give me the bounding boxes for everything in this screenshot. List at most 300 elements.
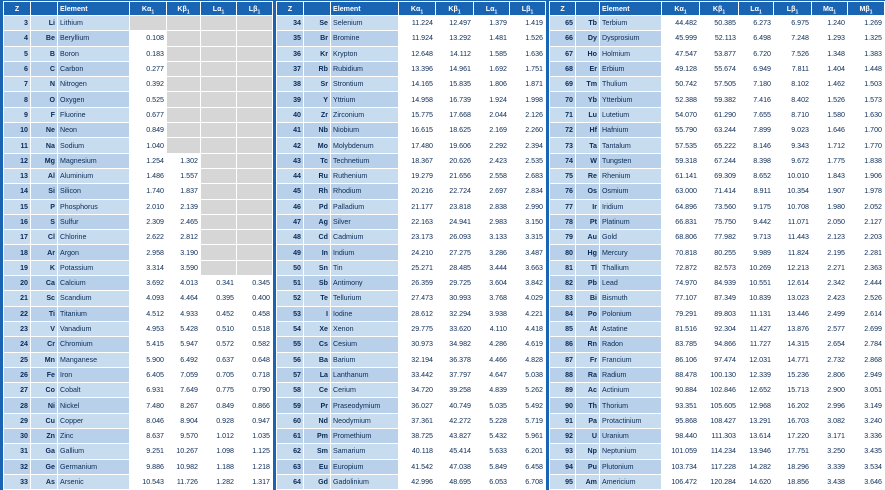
line-energy: 1.317 <box>237 474 273 489</box>
col-lb1: $L\beta_1$ <box>774 2 812 16</box>
line-energy <box>237 46 273 61</box>
line-energy: 59.382 <box>700 92 739 107</box>
line-energy: 2.465 <box>167 214 201 229</box>
line-energy: 2.423 <box>474 153 510 168</box>
line-energy: 7.416 <box>739 92 774 107</box>
table-row <box>277 459 546 474</box>
table-header <box>277 2 546 16</box>
line-energy: 77.982 <box>700 230 739 245</box>
table-row <box>277 16 546 31</box>
col-la1: $L\alpha_1$ <box>201 2 237 16</box>
element-name: Thulium <box>600 77 662 92</box>
line-energy: 117.228 <box>700 459 739 474</box>
line-energy <box>237 123 273 138</box>
line-energy: 14.282 <box>739 459 774 474</box>
element-name: Gadolinium <box>331 474 399 489</box>
table-row <box>277 214 546 229</box>
table-row <box>550 398 885 413</box>
element-symbol: Os <box>576 184 600 199</box>
line-energy: 1.098 <box>201 444 237 459</box>
atomic-number: 54 <box>277 321 304 336</box>
col-kb1: $K\beta_1$ <box>167 2 201 16</box>
line-energy: 8.102 <box>774 77 812 92</box>
line-energy: 88.478 <box>662 367 700 382</box>
line-energy: 1.040 <box>130 138 167 153</box>
line-energy: 2.784 <box>848 337 885 352</box>
line-energy: 44.482 <box>662 16 700 31</box>
element-symbol: Cl <box>31 230 58 245</box>
element-name: Bromine <box>331 31 399 46</box>
line-energy: 1.998 <box>510 92 546 107</box>
line-energy <box>167 138 201 153</box>
element-symbol: Am <box>576 474 600 489</box>
line-energy: 11.071 <box>774 214 812 229</box>
line-energy: 10.708 <box>774 199 812 214</box>
line-energy: 73.560 <box>700 199 739 214</box>
line-energy: 66.831 <box>662 214 700 229</box>
line-energy: 6.492 <box>167 352 201 367</box>
table-row <box>550 306 885 321</box>
atomic-number: 17 <box>4 230 31 245</box>
line-energy: 1.740 <box>130 184 167 199</box>
element-name: Chlorine <box>58 230 130 245</box>
element-symbol: I <box>304 306 331 321</box>
line-energy: 2.044 <box>474 107 510 122</box>
line-energy: 1.293 <box>812 31 848 46</box>
atomic-number: 13 <box>4 168 31 183</box>
line-energy: 50.385 <box>700 16 739 31</box>
line-energy: 13.023 <box>774 291 812 306</box>
element-name: Radium <box>600 367 662 382</box>
atomic-number: 93 <box>550 444 576 459</box>
element-symbol: Tm <box>576 77 600 92</box>
line-energy: 1.980 <box>812 199 848 214</box>
line-energy: 67.244 <box>700 153 739 168</box>
line-energy: 102.846 <box>700 383 739 398</box>
col-z: Z <box>277 2 304 16</box>
element-name: Barium <box>331 352 399 367</box>
line-energy: 16.739 <box>436 92 474 107</box>
table-row <box>550 107 885 122</box>
element-name: Tin <box>331 260 399 275</box>
table-row <box>550 276 885 291</box>
line-energy: 57.505 <box>700 77 739 92</box>
element-name: Neodymium <box>331 413 399 428</box>
atomic-number: 43 <box>277 153 304 168</box>
table-row <box>550 153 885 168</box>
line-energy: 3.444 <box>474 260 510 275</box>
atomic-number: 3 <box>4 16 31 31</box>
line-energy: 2.958 <box>130 245 167 260</box>
line-energy <box>201 199 237 214</box>
line-energy: 63.244 <box>700 123 739 138</box>
table-row <box>277 153 546 168</box>
line-energy: 61.141 <box>662 168 700 183</box>
table-row <box>4 46 273 61</box>
line-energy: 9.989 <box>739 245 774 260</box>
line-energy: 23.173 <box>399 230 436 245</box>
line-energy: 72.872 <box>662 260 700 275</box>
atomic-number: 95 <box>550 474 576 489</box>
atomic-number: 73 <box>550 138 576 153</box>
element-symbol: Sm <box>304 444 331 459</box>
line-energy <box>237 92 273 107</box>
col-la1: $L\alpha_1$ <box>474 2 510 16</box>
line-energy: 1.871 <box>510 77 546 92</box>
element-symbol: Na <box>31 138 58 153</box>
line-energy: 4.013 <box>167 276 201 291</box>
element-name: Selenium <box>331 16 399 31</box>
element-symbol: Cu <box>31 413 58 428</box>
line-energy: 36.378 <box>436 352 474 367</box>
element-symbol: Rb <box>304 61 331 76</box>
line-energy: 3.150 <box>510 214 546 229</box>
table-row <box>550 367 885 382</box>
element-name: Rubidium <box>331 61 399 76</box>
line-energy: 0.849 <box>201 398 237 413</box>
element-symbol: Be <box>31 31 58 46</box>
element-symbol: Ba <box>304 352 331 367</box>
line-energy: 1.526 <box>510 31 546 46</box>
atomic-number: 15 <box>4 199 31 214</box>
line-energy <box>201 92 237 107</box>
line-energy: 11.427 <box>739 321 774 336</box>
col-z: Z <box>4 2 31 16</box>
element-symbol: Pd <box>304 199 331 214</box>
table-row <box>277 429 546 444</box>
line-energy: 42.272 <box>436 413 474 428</box>
table-row <box>550 291 885 306</box>
line-energy: 20.626 <box>436 153 474 168</box>
element-symbol: N <box>31 77 58 92</box>
line-energy: 2.203 <box>848 230 885 245</box>
line-energy: 3.149 <box>848 398 885 413</box>
col-ma1: $M\alpha_1$ <box>812 2 848 16</box>
line-energy: 26.359 <box>399 276 436 291</box>
element-name: Polonium <box>600 306 662 321</box>
line-energy: 0.518 <box>237 321 273 336</box>
element-symbol: Er <box>576 61 600 76</box>
line-energy: 57.535 <box>662 138 700 153</box>
line-energy: 2.990 <box>510 199 546 214</box>
element-name: Carbon <box>58 61 130 76</box>
element-symbol: Kr <box>304 46 331 61</box>
table-row <box>277 398 546 413</box>
line-energy: 8.904 <box>167 413 201 428</box>
col-mb1: $M\beta_1$ <box>848 2 885 16</box>
line-energy: 6.498 <box>739 31 774 46</box>
line-energy <box>201 123 237 138</box>
element-name: Palladium <box>331 199 399 214</box>
line-energy: 71.414 <box>700 184 739 199</box>
line-energy: 11.726 <box>167 474 201 489</box>
table-row <box>277 321 546 336</box>
table-row <box>4 429 273 444</box>
line-energy <box>237 107 273 122</box>
element-name: Manganese <box>58 352 130 367</box>
element-symbol: Nb <box>304 123 331 138</box>
line-energy: 6.053 <box>474 474 510 489</box>
element-symbol: Ca <box>31 276 58 291</box>
element-name: Lutetium <box>600 107 662 122</box>
line-energy: 2.169 <box>474 123 510 138</box>
element-name: Krypton <box>331 46 399 61</box>
line-energy <box>237 61 273 76</box>
line-energy: 2.900 <box>812 383 848 398</box>
element-name: Protactinium <box>600 413 662 428</box>
element-name: Tellurium <box>331 291 399 306</box>
line-energy: 7.655 <box>739 107 774 122</box>
line-energy: 100.130 <box>700 367 739 382</box>
line-energy: 8.398 <box>739 153 774 168</box>
line-energy: 3.487 <box>510 245 546 260</box>
line-energy: 4.512 <box>130 306 167 321</box>
line-energy: 4.933 <box>167 306 201 321</box>
atomic-number: 26 <box>4 367 31 382</box>
line-energy: 2.260 <box>510 123 546 138</box>
element-symbol: Pu <box>576 459 600 474</box>
element-name: Beryllium <box>58 31 130 46</box>
element-symbol: Xe <box>304 321 331 336</box>
line-energy: 2.526 <box>848 291 885 306</box>
element-symbol: Po <box>576 306 600 321</box>
element-name: Mercury <box>600 245 662 260</box>
line-energy: 3.336 <box>848 429 885 444</box>
element-symbol: Cr <box>31 337 58 352</box>
line-energy <box>201 31 237 46</box>
line-energy: 52.113 <box>700 31 739 46</box>
atomic-number: 65 <box>550 16 576 31</box>
col-ka1: $K\alpha_1$ <box>130 2 167 16</box>
line-energy: 0.775 <box>201 383 237 398</box>
line-energy: 1.573 <box>848 92 885 107</box>
element-symbol: Tl <box>576 260 600 275</box>
line-energy: 6.949 <box>739 61 774 76</box>
line-energy: 114.234 <box>700 444 739 459</box>
line-energy: 34.982 <box>436 337 474 352</box>
line-energy: 1.838 <box>848 153 885 168</box>
element-name: Titanium <box>58 306 130 321</box>
element-name: Cesium <box>331 337 399 352</box>
line-energy: 2.052 <box>848 199 885 214</box>
line-energy <box>167 16 201 31</box>
table-row <box>550 230 885 245</box>
line-energy: 0.525 <box>130 92 167 107</box>
line-energy: 108.427 <box>700 413 739 428</box>
line-energy: 3.051 <box>848 383 885 398</box>
line-energy <box>201 138 237 153</box>
line-energy: 1.692 <box>474 61 510 76</box>
atomic-number: 78 <box>550 214 576 229</box>
line-energy <box>201 168 237 183</box>
table-header <box>4 2 273 16</box>
table-row <box>550 123 885 138</box>
line-energy: 2.499 <box>812 306 848 321</box>
line-energy <box>237 230 273 245</box>
table-row <box>277 230 546 245</box>
line-energy: 1.906 <box>848 168 885 183</box>
line-energy: 12.968 <box>739 398 774 413</box>
table-row <box>277 260 546 275</box>
element-name: Osmium <box>600 184 662 199</box>
line-energy: 8.637 <box>130 429 167 444</box>
element-symbol: As <box>31 474 58 489</box>
line-energy <box>167 107 201 122</box>
table-row <box>4 123 273 138</box>
table-row <box>277 474 546 489</box>
line-energy: 11.443 <box>774 230 812 245</box>
line-energy: 13.946 <box>739 444 774 459</box>
line-energy <box>237 214 273 229</box>
element-symbol: Pm <box>304 429 331 444</box>
line-energy: 1.125 <box>237 444 273 459</box>
line-energy: 3.190 <box>167 245 201 260</box>
element-name: Technetium <box>331 153 399 168</box>
table-row <box>550 444 885 459</box>
atomic-number: 70 <box>550 92 576 107</box>
table-row <box>550 352 885 367</box>
line-energy: 69.309 <box>700 168 739 183</box>
line-energy <box>237 184 273 199</box>
table-row <box>550 168 885 183</box>
element-name: Francium <box>600 352 662 367</box>
atomic-number: 58 <box>277 383 304 398</box>
line-energy: 10.010 <box>774 168 812 183</box>
line-energy: 0.572 <box>201 337 237 352</box>
element-name: Scandium <box>58 291 130 306</box>
table-row <box>277 352 546 367</box>
line-energy <box>201 153 237 168</box>
atomic-number: 23 <box>4 321 31 336</box>
line-energy: 5.428 <box>167 321 201 336</box>
table-row <box>277 291 546 306</box>
table-row <box>550 459 885 474</box>
element-name: Xenon <box>331 321 399 336</box>
col-element: Element <box>600 2 662 16</box>
element-name: Nickel <box>58 398 130 413</box>
line-energy <box>201 245 237 260</box>
atomic-number: 66 <box>550 31 576 46</box>
line-energy: 2.127 <box>848 214 885 229</box>
line-energy: 40.118 <box>399 444 436 459</box>
element-symbol: Ne <box>31 123 58 138</box>
line-energy: 11.824 <box>774 245 812 260</box>
element-symbol: Zr <box>304 107 331 122</box>
line-energy: 1.585 <box>474 46 510 61</box>
line-energy: 8.402 <box>774 92 812 107</box>
line-energy: 55.790 <box>662 123 700 138</box>
element-name: Nitrogen <box>58 77 130 92</box>
line-energy: 19.279 <box>399 168 436 183</box>
atomic-number: 14 <box>4 184 31 199</box>
element-symbol: Dy <box>576 31 600 46</box>
line-energy: 17.751 <box>774 444 812 459</box>
line-energy: 10.354 <box>774 184 812 199</box>
line-energy: 77.107 <box>662 291 700 306</box>
table-row <box>550 77 885 92</box>
table-row <box>4 168 273 183</box>
line-energy: 14.165 <box>399 77 436 92</box>
line-energy: 1.526 <box>812 92 848 107</box>
element-symbol: Sn <box>304 260 331 275</box>
line-energy: 49.128 <box>662 61 700 76</box>
line-energy: 5.849 <box>474 459 510 474</box>
line-energy: 2.983 <box>474 214 510 229</box>
element-name: Thorium <box>600 398 662 413</box>
line-energy: 5.492 <box>510 398 546 413</box>
element-name: Rhodium <box>331 184 399 199</box>
element-symbol: Lu <box>576 107 600 122</box>
line-energy: 5.228 <box>474 413 510 428</box>
element-symbol: Co <box>31 383 58 398</box>
line-energy: 54.070 <box>662 107 700 122</box>
atomic-number: 12 <box>4 153 31 168</box>
element-name: Iridium <box>600 199 662 214</box>
atomic-number: 29 <box>4 413 31 428</box>
atomic-number: 41 <box>277 123 304 138</box>
line-energy: 1.630 <box>848 107 885 122</box>
line-energy: 82.573 <box>700 260 739 275</box>
element-name: Cadmium <box>331 230 399 245</box>
line-energy: 5.900 <box>130 352 167 367</box>
line-energy: 18.625 <box>436 123 474 138</box>
line-energy: 12.497 <box>436 16 474 31</box>
line-energy: 38.725 <box>399 429 436 444</box>
table-row <box>4 77 273 92</box>
atomic-number: 80 <box>550 245 576 260</box>
element-symbol: Se <box>304 16 331 31</box>
atomic-number: 71 <box>550 107 576 122</box>
element-symbol: Mn <box>31 352 58 367</box>
line-energy <box>237 260 273 275</box>
line-energy: 33.442 <box>399 367 436 382</box>
line-energy: 40.749 <box>436 398 474 413</box>
table-row <box>4 245 273 260</box>
line-energy: 0.705 <box>201 367 237 382</box>
table-row <box>4 92 273 107</box>
element-symbol: V <box>31 321 58 336</box>
line-energy: 0.637 <box>201 352 237 367</box>
element-name: Molybdenum <box>331 138 399 153</box>
line-energy: 4.464 <box>167 291 201 306</box>
line-energy: 9.442 <box>739 214 774 229</box>
line-energy: 106.472 <box>662 474 700 489</box>
atomic-number: 47 <box>277 214 304 229</box>
line-energy: 27.473 <box>399 291 436 306</box>
element-symbol: Ir <box>576 199 600 214</box>
line-energy: 11.924 <box>399 31 436 46</box>
atomic-number: 87 <box>550 352 576 367</box>
element-symbol: Sr <box>304 77 331 92</box>
line-energy <box>201 214 237 229</box>
line-energy: 25.271 <box>399 260 436 275</box>
line-energy: 3.692 <box>130 276 167 291</box>
table-row <box>550 429 885 444</box>
line-energy: 17.220 <box>774 429 812 444</box>
element-symbol: Au <box>576 230 600 245</box>
element-symbol: F <box>31 107 58 122</box>
line-energy: 26.093 <box>436 230 474 245</box>
line-energy <box>167 31 201 46</box>
atomic-number: 81 <box>550 260 576 275</box>
element-symbol: Ce <box>304 383 331 398</box>
element-name: Promethium <box>331 429 399 444</box>
line-energy: 2.050 <box>812 214 848 229</box>
table-row <box>4 31 273 46</box>
line-energy: 16.202 <box>774 398 812 413</box>
line-energy: 45.999 <box>662 31 700 46</box>
line-energy: 24.210 <box>399 245 436 260</box>
